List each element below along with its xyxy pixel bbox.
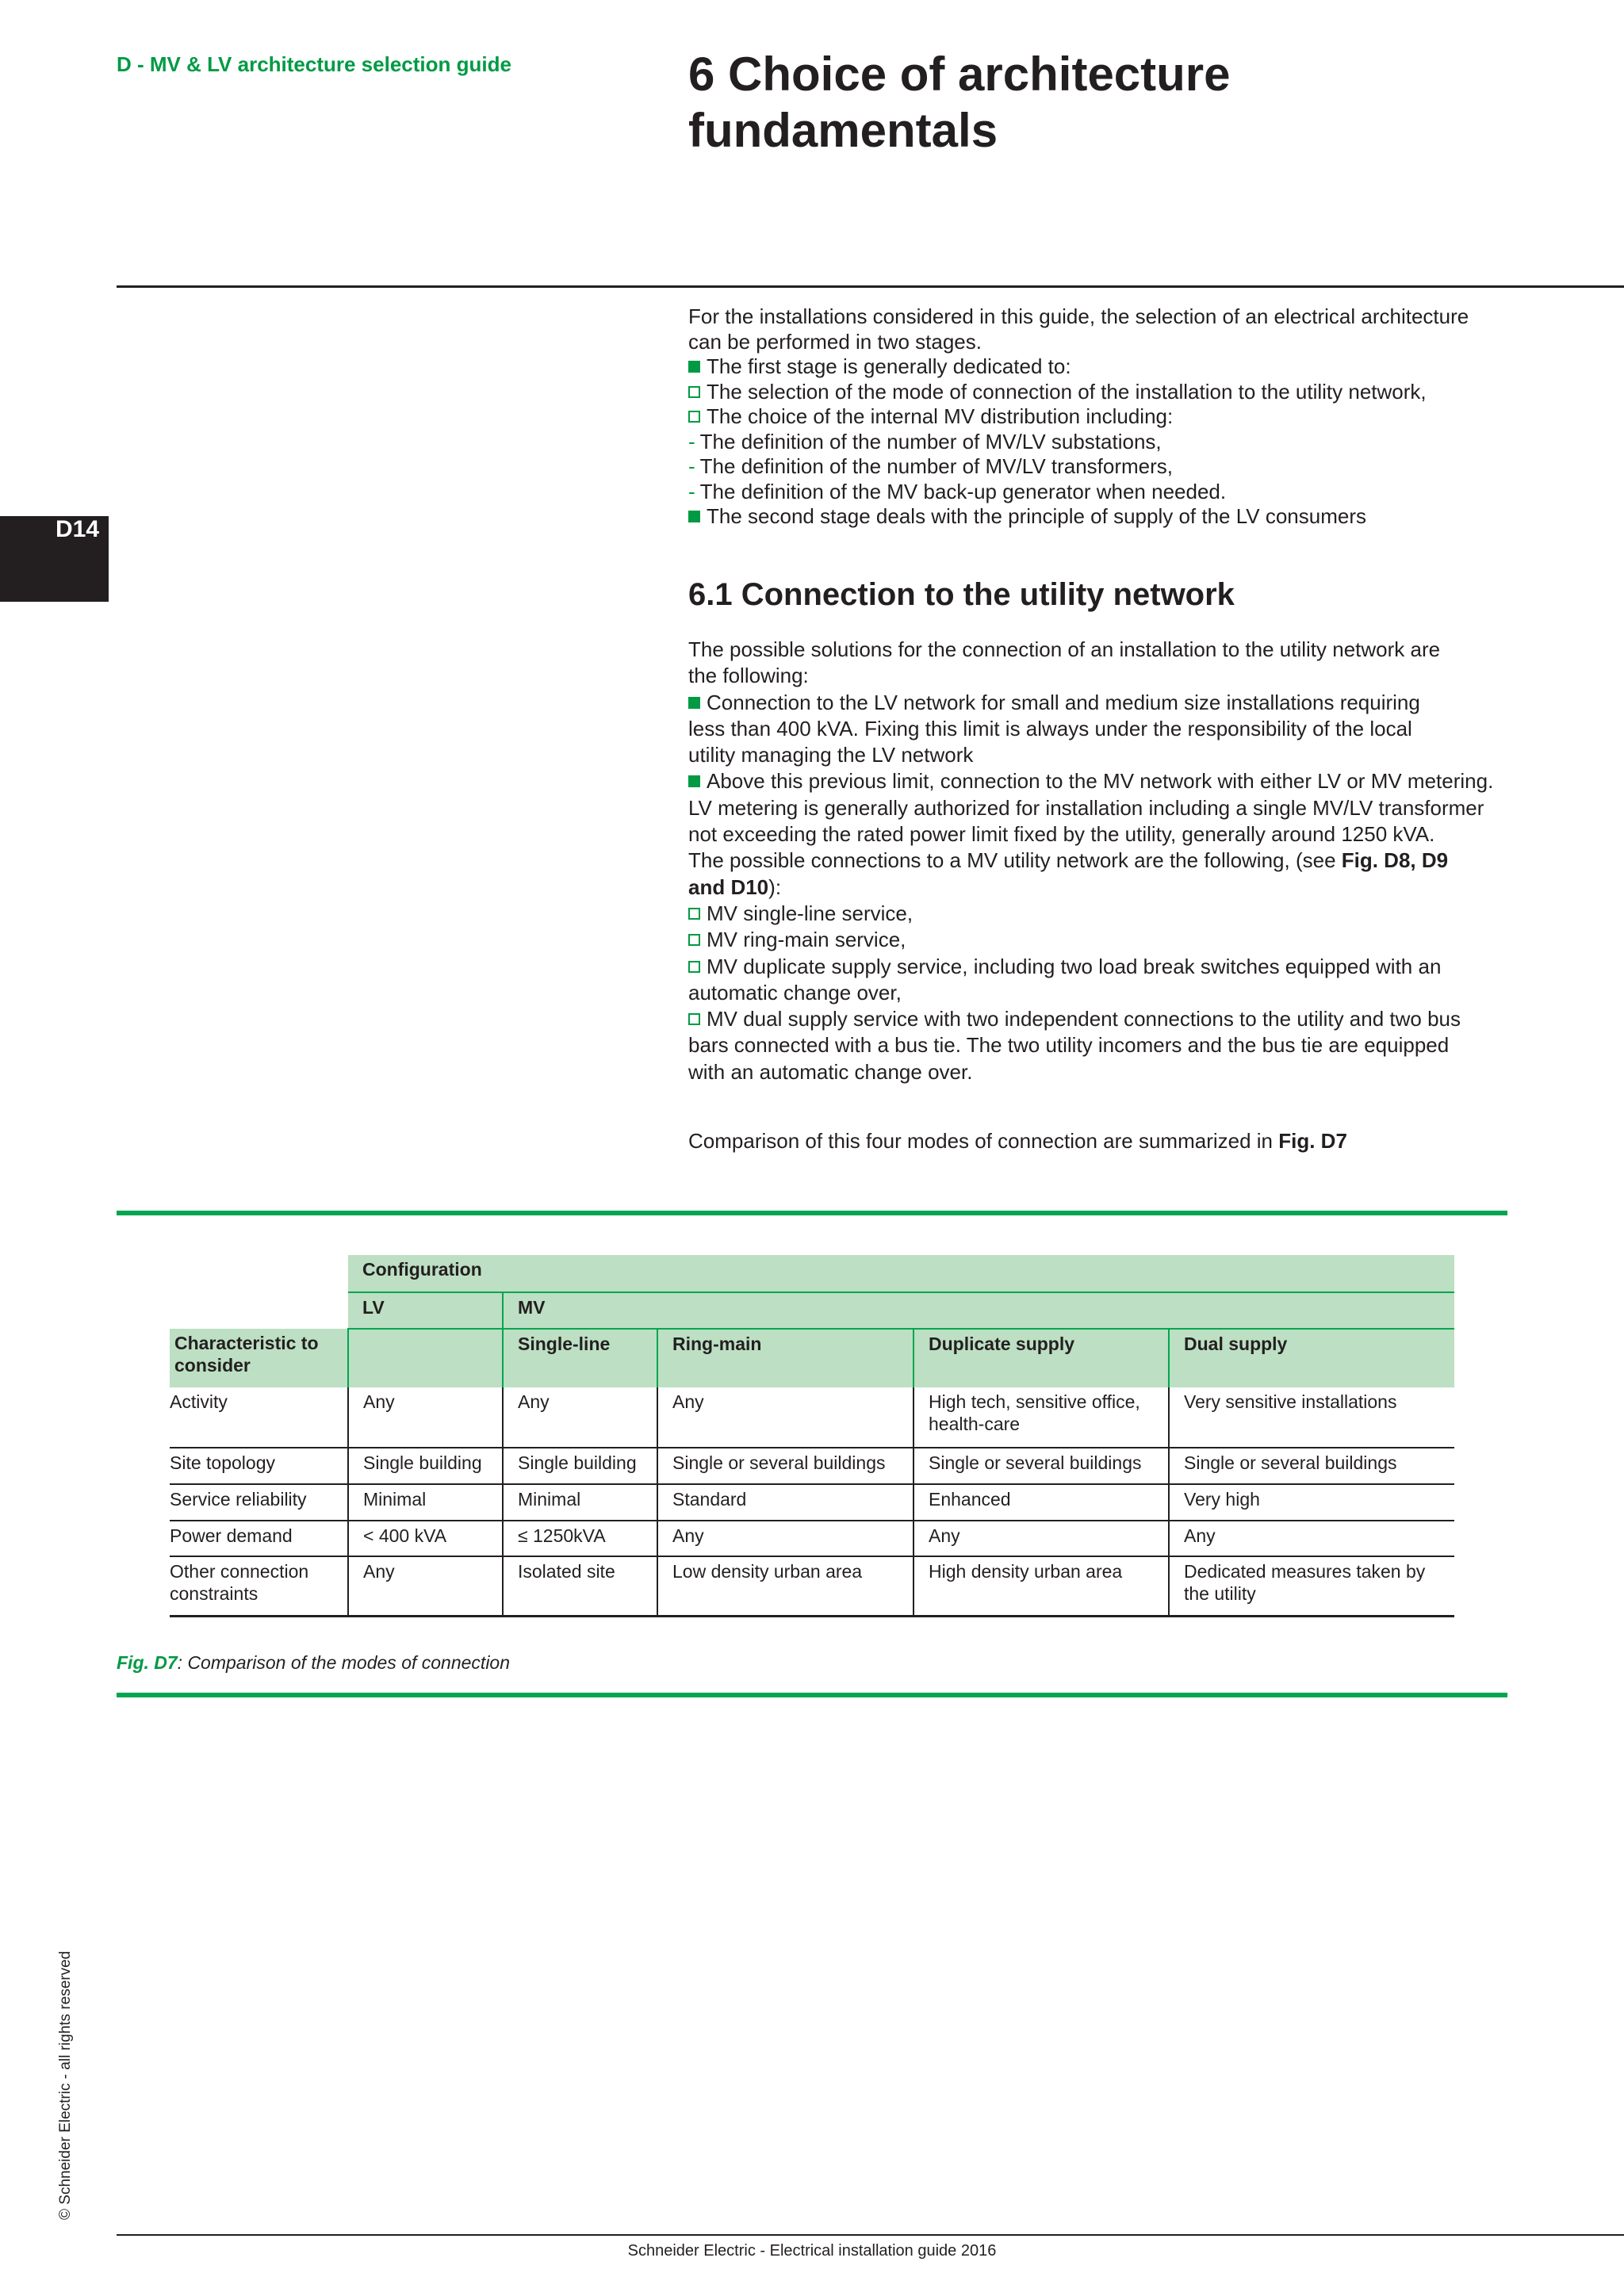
table-row — [170, 1387, 1454, 1448]
text-line: and D10): — [688, 874, 782, 899]
text-line: The possible solutions for the connection of an installation to the utility network are — [688, 637, 1441, 661]
figure-bottom-rule — [117, 1693, 1507, 1697]
column-header — [348, 1329, 503, 1387]
sub-bullet-item: MV ring-main service, — [688, 927, 1513, 953]
figure-id: Fig. D7 — [117, 1652, 178, 1673]
row-label: Service reliability — [170, 1484, 348, 1521]
table-cell: Any — [914, 1521, 1169, 1556]
table-header-row — [170, 1329, 1454, 1387]
table-row — [170, 1556, 1454, 1616]
copyright-notice: © Schneider Electric - all rights reserved — [57, 1950, 74, 2220]
page-footer: Schneider Electric - Electrical installation guide 2016 — [627, 2242, 997, 2260]
page-number: D14 — [56, 516, 100, 542]
text-line: The possible connections to a MV utility network are the following, (see Fig. D8, D9 — [688, 848, 1449, 873]
column-header: Ring-main — [657, 1329, 914, 1387]
table-cell: ≤ 1250kVA — [503, 1521, 657, 1556]
text-line: with an automatic change over. — [688, 1059, 973, 1084]
open-square-bullet-icon — [688, 1013, 700, 1025]
table-cell: High tech, sensitive office, health-care — [914, 1387, 1169, 1448]
comparison-note: Comparison of this four modes of connection are summarized in Fig. D7 — [688, 1129, 1347, 1153]
chapter-title — [688, 46, 1402, 159]
column-header: Dual supply — [1169, 1329, 1454, 1387]
sub-bullet-item: The selection of the mode of connection of the installation to the utility network, — [688, 380, 1513, 405]
open-square-bullet-icon — [688, 961, 700, 973]
filled-square-bullet-icon — [688, 361, 700, 373]
header-divider — [117, 285, 1624, 288]
dash-item: - The definition of the MV back-up generator when needed. — [688, 479, 1227, 503]
dash-bullet-icon: - — [688, 479, 695, 503]
filled-square-bullet-icon — [688, 775, 700, 787]
figure-reference: Fig. D8, D9 — [1341, 848, 1449, 873]
open-square-bullet-icon — [688, 908, 700, 920]
figure-caption — [117, 1652, 510, 1674]
connection-modes-table — [170, 1255, 1454, 1617]
open-square-bullet-icon — [688, 934, 700, 946]
dash-item: - The definition of the number of MV/LV transformers, — [688, 454, 1174, 478]
table-cell: Dedicated measures taken by the utility — [1169, 1556, 1454, 1616]
row-label: Power demand — [170, 1521, 348, 1556]
bullet-item: Connection to the LV network for small and medium size installations requiring — [688, 690, 1513, 716]
open-square-bullet-icon — [688, 386, 700, 398]
table-cell: Any — [657, 1521, 914, 1556]
section-heading: 6.1 Connection to the utility network — [688, 577, 1235, 612]
sub-bullet-item: MV dual supply service with two independent connections to the utility and two bus — [688, 1006, 1513, 1032]
chapter-title-line: 6 Choice of architecture — [688, 48, 1231, 101]
lv-header: LV — [348, 1292, 503, 1329]
section-label: D - MV & LV architecture selection guide — [117, 52, 511, 76]
table-cell: Very sensitive installations — [1169, 1387, 1454, 1448]
text-line: LV metering is generally authorized for installation including a single MV/LV transformer — [688, 795, 1484, 820]
table-header-row — [170, 1255, 1454, 1292]
text-line: not exceeding the rated power limit fixed by the utility, generally around 1250 kVA. — [688, 822, 1435, 847]
text-line: less than 400 kVA. Fixing this limit is always under the responsibility of the local — [688, 716, 1412, 740]
table-cell: Single building — [503, 1448, 657, 1484]
mv-header: MV — [503, 1292, 1454, 1329]
filled-square-bullet-icon — [688, 511, 700, 522]
table-cell: < 400 kVA — [348, 1521, 503, 1556]
table-cell: Single or several buildings — [914, 1448, 1169, 1484]
text-line: can be performed in two stages. — [688, 329, 982, 354]
table-cell: Any — [657, 1387, 914, 1448]
figure-top-rule — [117, 1211, 1507, 1215]
intro-text — [688, 304, 1513, 530]
footer-divider — [117, 2234, 1624, 2236]
column-header: Single-line — [503, 1329, 657, 1387]
figure-caption-text: : Comparison of the modes of connection — [177, 1652, 511, 1673]
table-cell: Any — [348, 1556, 503, 1616]
text-line: the following: — [688, 664, 809, 688]
table-cell: High density urban area — [914, 1556, 1169, 1616]
text-line: For the installations considered in this guide, the selection of an electrical architecture — [688, 304, 1469, 328]
dash-item: - The definition of the number of MV/LV substations, — [688, 429, 1162, 453]
table-cell: Any — [348, 1387, 503, 1448]
chapter-title-line: fundamentals — [688, 104, 998, 157]
row-label: Other connection constraints — [170, 1556, 348, 1616]
text-line: utility managing the LV network — [688, 743, 974, 767]
figure-reference: Fig. D7 — [1278, 1129, 1347, 1153]
text-line: bars connected with a bus tie. The two utility incomers and the bus tie are equipped — [688, 1033, 1450, 1058]
table-cell: Any — [503, 1387, 657, 1448]
table-row — [170, 1521, 1454, 1556]
bullet-item: The first stage is generally dedicated to: — [688, 354, 1513, 380]
row-label: Activity — [170, 1387, 348, 1448]
bullet-item: The second stage deals with the principle of supply of the LV consumers — [688, 504, 1513, 530]
table-header-row — [170, 1292, 1454, 1329]
table-cell: Minimal — [503, 1484, 657, 1521]
characteristic-header: Characteristic to consider — [170, 1329, 348, 1387]
sub-bullet-item: MV single-line service, — [688, 901, 1513, 927]
table-row — [170, 1448, 1454, 1484]
filled-square-bullet-icon — [688, 697, 700, 709]
figure-reference: and D10 — [688, 874, 769, 899]
dash-bullet-icon: - — [688, 429, 695, 453]
bullet-item: Above this previous limit, connection to the MV network with either LV or MV metering. — [688, 768, 1513, 794]
row-label: Site topology — [170, 1448, 348, 1484]
table-cell: Single or several buildings — [1169, 1448, 1454, 1484]
table-cell: Very high — [1169, 1484, 1454, 1521]
table-row — [170, 1484, 1454, 1521]
column-header: Duplicate supply — [914, 1329, 1169, 1387]
text-line: automatic change over, — [688, 980, 902, 1004]
table-cell: Low density urban area — [657, 1556, 914, 1616]
sub-bullet-item: MV duplicate supply service, including two load break switches equipped with an — [688, 954, 1513, 980]
table-cell: Standard — [657, 1484, 914, 1521]
sub-bullet-item: The choice of the internal MV distribution including: — [688, 404, 1513, 430]
table-cell: Single or several buildings — [657, 1448, 914, 1484]
connection-text — [688, 637, 1513, 1085]
table-cell: Enhanced — [914, 1484, 1169, 1521]
table-cell: Isolated site — [503, 1556, 657, 1616]
configuration-header: Configuration — [348, 1255, 1454, 1292]
dash-bullet-icon: - — [688, 454, 695, 478]
table-cell: Single building — [348, 1448, 503, 1484]
table-cell: Minimal — [348, 1484, 503, 1521]
open-square-bullet-icon — [688, 411, 700, 423]
table-cell: Any — [1169, 1521, 1454, 1556]
